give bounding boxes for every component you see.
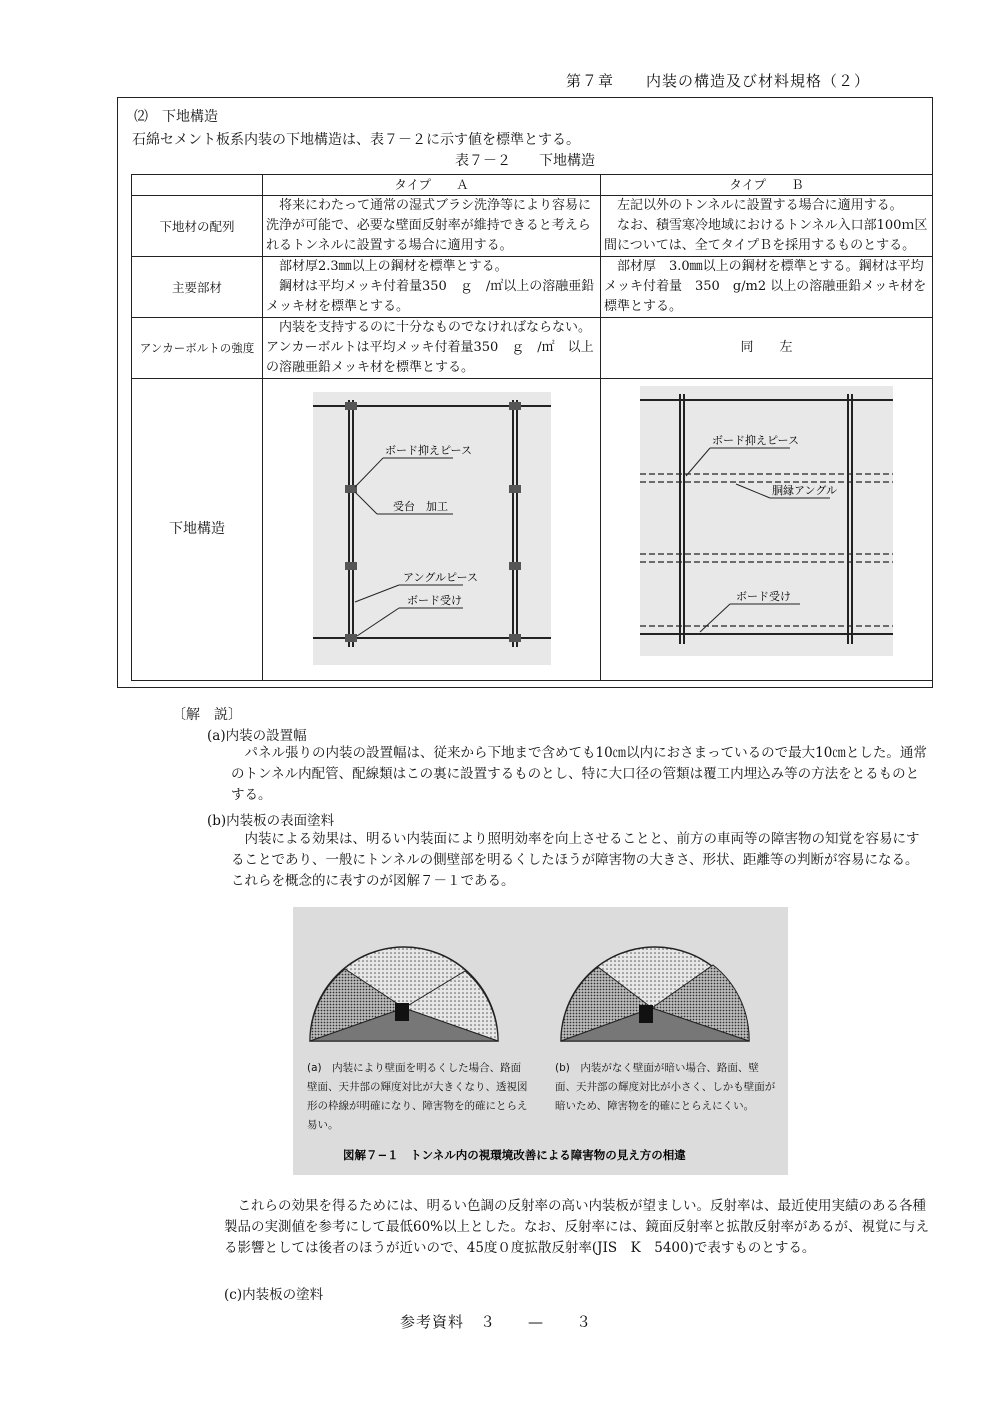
header-type-b: タイプ Ｂ — [601, 175, 933, 196]
subsection-b-title: (b)内装板の表面塗料 — [207, 813, 335, 829]
section-title: ⑵ 下地構造 — [134, 109, 218, 125]
label-board-mount: ボード受け — [736, 590, 791, 603]
cell-a: 内装を支持するのに十分なものでなければならない。アンカーボルトは平均メッキ付着量350 ｇ /㎡ 以上の溶融亜鉛メッキ材を標準とする。 — [263, 318, 601, 379]
diagram-a-cell — [263, 379, 601, 681]
figure-b-text: (b) 内装がなく壁面が暗い場合、路面、壁面、天井部の輝度対比が小さく、しかも壁面が暗いため、障害物を的確にとらえにくい。 — [555, 1062, 776, 1112]
table-header-row — [132, 175, 933, 196]
diagram-a — [313, 392, 551, 665]
row-label: 主要部材 — [132, 257, 263, 318]
figure-a-text: (a) 内装により壁面を明るくした場合、路面壁面、天井部の輝度対比が大きくなり、透視図形の枠線が明確になり、障害物を的確にとらえ易い。 — [307, 1062, 528, 1131]
label-furring-angle: 胴縁アングル — [772, 484, 838, 497]
cell-b: 同 左 — [601, 318, 933, 379]
header-blank — [132, 175, 263, 196]
page-footer: 参考資料 ３ — ３ — [399, 1313, 592, 1331]
chapter-header: 第７章 内装の構造及び材料規格（２） — [565, 72, 870, 90]
cell-b: 左記以外のトンネルに設置する場合に適用する。 なお、積雪寒冷地域におけるトンネル入口部100ｍ区間については、全てタイプＢを採用するものとする。 — [601, 196, 933, 257]
subsection-b-body: 内装による効果は、明るい内装面により照明効率を向上させることと、前方の車両等の障害物の知覚を容易にすることであり、一般にトンネルの側壁部を明るくしたほうが障害物の大きさ、形状、距離等の判断が容易になる。これらを概念的に表すのが図解７－１である。 — [231, 831, 920, 889]
table-row — [132, 196, 933, 257]
lead-text: 石綿セメント板系内装の下地構造は、表７－２に示す値を標準とする。 — [132, 132, 580, 148]
figure-caption: 図解７−１ トンネル内の視環境改善による障害物の見え方の相違 — [343, 1148, 686, 1162]
subsection-a-body: パネル張りの内装の設置幅は、従来から下地まで含めても10㎝以内におさまっているので最大10㎝とした。通常のトンネル内配管、配線類はこの裏に設置するものとし、特に大口径の管類は覆工内埋込み等の方法をとるものとする。 — [231, 745, 927, 803]
spec-box — [117, 97, 933, 688]
row-label: アンカーボルトの強度 — [132, 318, 263, 379]
label-receiver: 受台 加工 — [392, 500, 448, 513]
diagram-b-cell — [601, 379, 933, 681]
row-label: 下地構造 — [132, 379, 263, 681]
table-row — [132, 257, 933, 318]
subsection-b-body2: これらの効果を得るためには、明るい色調の反射率の高い内装板が望ましい。反射率は、最近使用実績のある各種製品の実測値を参考にして最低60%以上とした。なお、反射率には、鏡面反射率と拡散反射率があるが、視覚に与える影響としては後者のほうが近いので、45度０度拡散反射率(JIS K 5400)で表すものとする。 — [224, 1198, 930, 1256]
label-board-mount: ボード受け — [406, 594, 462, 607]
cell-a: 部材厚2.3㎜以上の鋼材を標準とする。 鋼材は平均メッキ付着量350 ｇ /㎡以上の溶融亜鉛メッキ材を標準とする。 — [263, 257, 601, 318]
figure-tunnel-visibility — [293, 907, 788, 1175]
label-board-holder: ボード抑えピース — [712, 434, 800, 447]
label-angle-piece: アングルピース — [402, 571, 478, 584]
table-row — [132, 379, 933, 681]
commentary-title: 〔解 説〕 — [172, 707, 242, 723]
row-label: 下地材の配列 — [132, 196, 263, 257]
diagram-b — [640, 386, 893, 656]
label-board-holder: ボード抑えピース — [384, 444, 472, 457]
spec-table — [131, 174, 933, 681]
cell-a: 将来にわたって通常の湿式ブラシ洗浄等により容易に洗浄が可能で、必要な壁面反射率が維持できると考えられるトンネルに設置する場合に適用する。 — [263, 196, 601, 257]
subsection-a-title: (a)内装の設置幅 — [207, 728, 307, 744]
header-type-a: タイプ Ａ — [263, 175, 601, 196]
table-title: 表７－２ 下地構造 — [455, 153, 595, 169]
subsection-c-title: (c)内装板の塗料 — [224, 1287, 324, 1303]
tunnel-figure-svg — [293, 907, 788, 1175]
table-row — [132, 318, 933, 379]
cell-b: 部材厚 3.0㎜以上の鋼材を標準とする。鋼材は平均メッキ付着量 350 g/m2 以上の溶融亜鉛メッキ材を標準とする。 — [601, 257, 933, 318]
